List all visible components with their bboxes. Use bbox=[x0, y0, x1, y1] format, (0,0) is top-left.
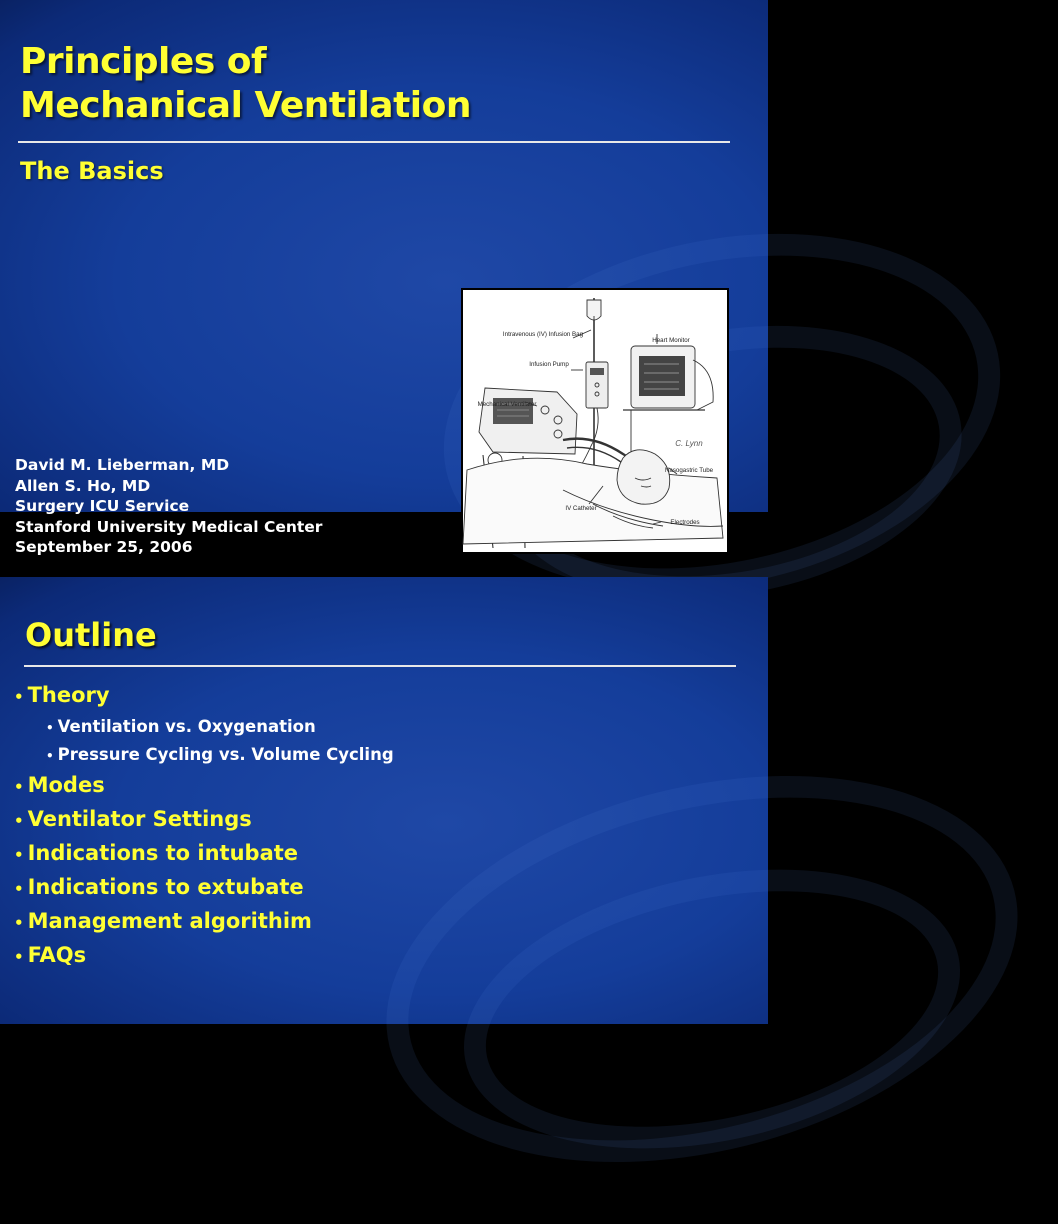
bullet-icon: • bbox=[14, 778, 24, 796]
outline-item-algorithm: • Management algorithim bbox=[14, 909, 312, 933]
outline-subitem: • Ventilation vs. Oxygenation bbox=[46, 717, 316, 736]
label-electrodes: Electrodes bbox=[670, 519, 700, 526]
label-ng-tube: Nasogastric Tube bbox=[664, 467, 714, 474]
bullet-icon: • bbox=[14, 914, 24, 932]
author-line: Surgery ICU Service bbox=[15, 497, 190, 515]
label-heart-monitor: Heart Monitor bbox=[652, 337, 690, 344]
title-underline bbox=[18, 141, 730, 143]
label-iv-catheter: IV Catheter bbox=[565, 505, 597, 512]
slide-subtitle: The Basics bbox=[20, 157, 164, 185]
outline-item-ventilator-settings: • Ventilator Settings bbox=[14, 807, 252, 831]
outline-item-extubate: • Indications to extubate bbox=[14, 875, 304, 899]
ventilator-illustration bbox=[461, 288, 729, 554]
outline-underline bbox=[24, 665, 736, 667]
author-line: September 25, 2006 bbox=[15, 538, 193, 556]
bullet-icon: • bbox=[14, 948, 24, 966]
outline-item-theory: • Theory bbox=[14, 683, 110, 707]
bullet-icon: • bbox=[46, 749, 54, 763]
title-line-2: Mechanical Ventilation bbox=[20, 85, 472, 126]
bullet-icon: • bbox=[46, 721, 54, 735]
author-line: Allen S. Ho, MD bbox=[15, 476, 151, 495]
outline-item-modes: • Modes bbox=[14, 773, 105, 797]
label-iv-bag: Intravenous (IV) Infusion Bag bbox=[502, 331, 584, 338]
outline-list bbox=[14, 680, 394, 974]
outline-title: Outline bbox=[25, 616, 157, 654]
outline-subitem: • Pressure Cycling vs. Volume Cycling bbox=[46, 745, 394, 764]
author-line: David M. Lieberman, MD bbox=[15, 456, 230, 474]
bullet-icon: • bbox=[14, 880, 24, 898]
bullet-icon: • bbox=[14, 688, 24, 706]
author-line: Stanford University Medical Center bbox=[15, 517, 323, 536]
illustrator-signature: C. Lynn bbox=[675, 439, 703, 448]
bullet-icon: • bbox=[14, 812, 24, 830]
label-infusion-pump: Infusion Pump bbox=[529, 361, 569, 368]
slide-title bbox=[20, 40, 471, 128]
title-slide bbox=[0, 0, 768, 556]
outline-item-intubate: • Indications to intubate bbox=[14, 841, 299, 865]
author-block bbox=[15, 455, 322, 558]
bullet-icon: • bbox=[14, 846, 24, 864]
label-ventilator: Mechanical Ventilator bbox=[477, 401, 537, 408]
title-line-1: Principles of bbox=[20, 41, 267, 82]
outline-item-faqs: • FAQs bbox=[14, 943, 87, 967]
